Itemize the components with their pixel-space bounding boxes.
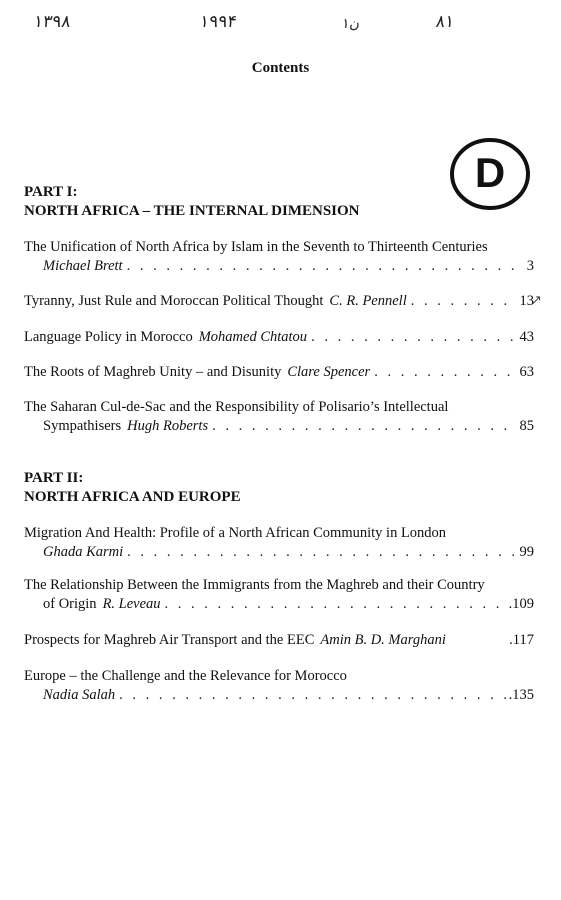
- part-heading: [24, 183, 360, 221]
- toc-entry[interactable]: [24, 631, 534, 650]
- dot-leader: [119, 686, 506, 705]
- entry-page-number: 3: [526, 258, 534, 274]
- dot-leader: [127, 543, 516, 562]
- dot-leader: [311, 328, 516, 347]
- entry-title: The Roots of Maghreb Unity – and Disunity: [24, 364, 282, 380]
- entry-page-number: 63: [519, 364, 534, 380]
- toc-entry[interactable]: [24, 328, 534, 347]
- entry-author: C. R. Pennell: [329, 293, 407, 309]
- entry-title: Europe – the Challenge and the Relevance for Morocco: [24, 668, 347, 684]
- handwritten-note: ۱۹۹۴: [198, 12, 238, 32]
- dot-leader: [165, 595, 506, 614]
- entry-title: Prospects for Maghreb Air Transport and the EEC: [24, 632, 315, 648]
- pencil-mark-icon: ↗: [531, 293, 542, 308]
- dot-leader: [374, 363, 516, 382]
- entry-title: The Relationship Between the Immigrants from the Maghreb and their Country: [24, 577, 485, 593]
- part-label: PART II:: [24, 470, 84, 486]
- toc-entry[interactable]: [24, 292, 534, 311]
- entry-author: Michael Brett: [43, 258, 123, 274]
- entry-page-number: 85: [519, 418, 534, 434]
- dot-leader: [127, 257, 524, 276]
- entry-page-number: .109: [508, 596, 534, 612]
- entry-title: Tyranny, Just Rule and Moroccan Political Thought: [24, 293, 324, 309]
- entry-page-number: .117: [509, 632, 534, 648]
- entry-title: Migration And Health: Profile of a North African Community in London: [24, 525, 447, 541]
- entry-author: Amin B. D. Marghani: [320, 632, 446, 648]
- entry-title: Language Policy in Morocco: [24, 329, 193, 345]
- toc-entry[interactable]: [24, 667, 534, 705]
- toc-entry[interactable]: [24, 398, 534, 436]
- entry-title-continued: Sympathisers: [43, 418, 122, 434]
- entry-page-number: 13: [519, 293, 534, 309]
- entry-page-number: 43: [519, 329, 534, 345]
- handwritten-note: ۸۱: [434, 12, 456, 32]
- entry-author: R. Leveau: [102, 596, 161, 612]
- handwritten-note: ن۱: [340, 16, 361, 32]
- toc-entry[interactable]: [24, 524, 534, 562]
- toc-entry[interactable]: [24, 576, 534, 614]
- entry-author: Clare Spencer: [287, 364, 371, 380]
- entry-author: Ghada Karmi: [43, 544, 124, 560]
- page-title: Contents: [251, 60, 310, 76]
- entry-author: Nadia Salah: [43, 687, 116, 703]
- handwritten-note: ۱۳۹۸: [32, 12, 72, 32]
- entry-title: The Unification of North Africa by Islam in the Seventh to Thirteenth Centuries: [24, 239, 488, 255]
- library-stamp-icon: [449, 137, 531, 211]
- toc-entry[interactable]: [24, 363, 534, 382]
- entry-title: The Saharan Cul-de-Sac and the Responsibility of Polisario’s Intellectual: [24, 399, 449, 415]
- part-title: NORTH AFRICA AND EUROPE: [24, 489, 241, 505]
- dot-leader: [212, 417, 516, 436]
- entry-author: Hugh Roberts: [127, 418, 209, 434]
- part-label: PART I:: [24, 184, 78, 200]
- part-heading: [24, 469, 241, 507]
- part-title: NORTH AFRICA – THE INTERNAL DIMENSION: [24, 203, 360, 219]
- entry-page-number: .135: [508, 687, 534, 703]
- entry-title-continued: of Origin: [43, 596, 97, 612]
- entry-author: Mohamed Chtatou: [198, 329, 308, 345]
- entry-page-number: 99: [519, 544, 534, 560]
- dot-leader: [411, 292, 517, 311]
- stamp-letter: D: [474, 149, 506, 196]
- toc-entry[interactable]: [24, 238, 534, 276]
